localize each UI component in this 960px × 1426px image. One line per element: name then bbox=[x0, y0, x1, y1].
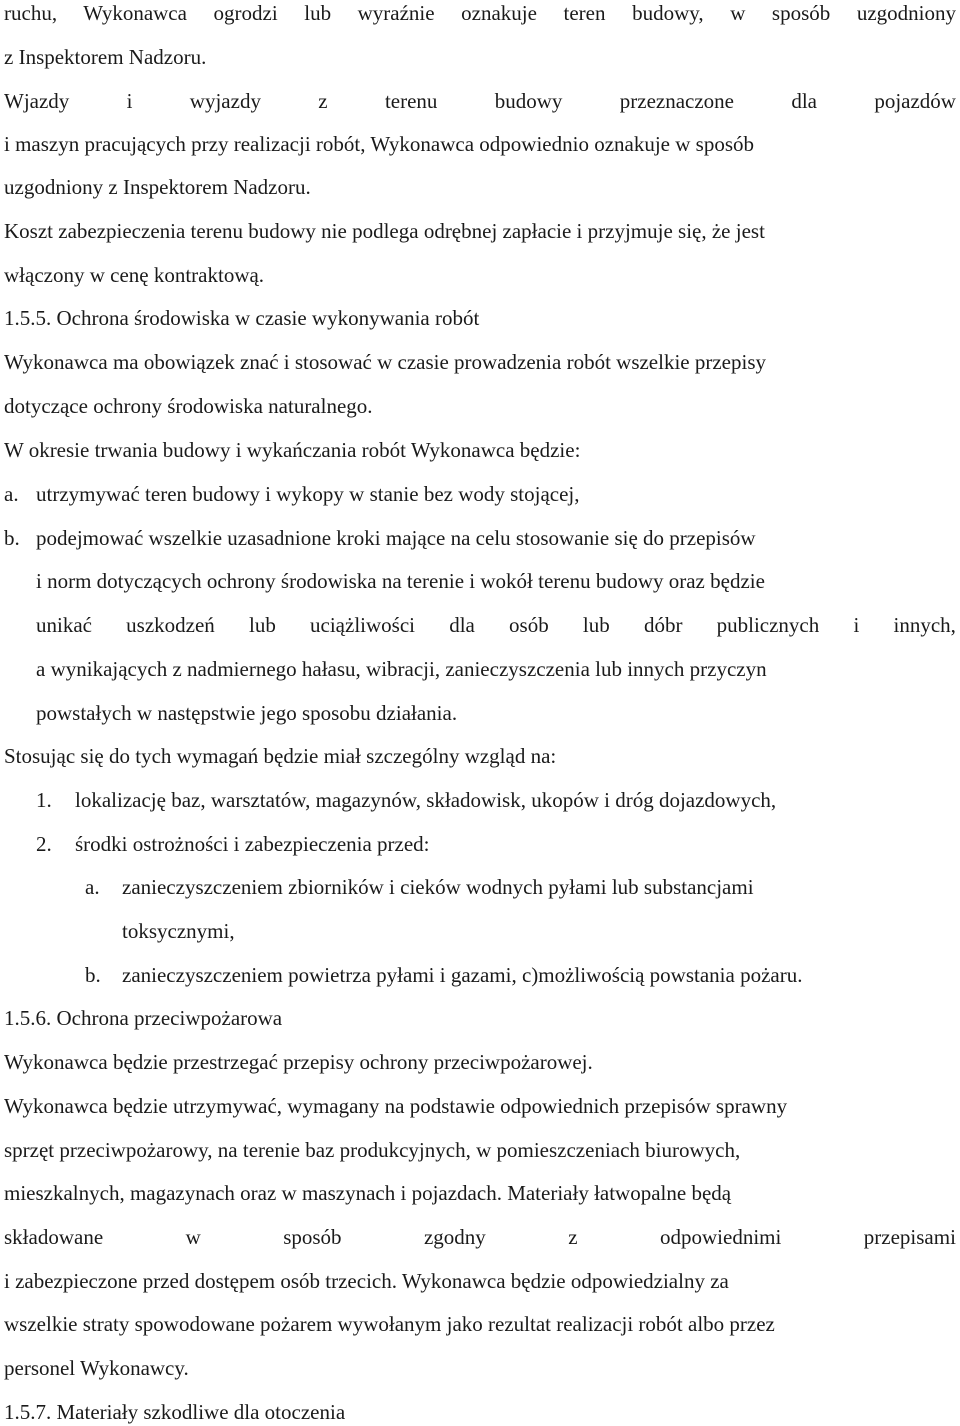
list-marker: b. bbox=[85, 963, 101, 987]
justified-line bbox=[4, 88, 956, 114]
text-line bbox=[4, 0, 956, 26]
word: terenu bbox=[384, 89, 438, 113]
word: przeznaczone bbox=[619, 89, 734, 113]
list-item: a wynikających z nadmiernego hałasu, wibracji, zanieczyszczenia lub innych przyczyn bbox=[36, 657, 767, 681]
text-line: i zabezpieczone przed dostępem osób trzecich. Wykonawca będzie odpowiedzialny za bbox=[4, 1269, 729, 1293]
word: innych, bbox=[893, 613, 956, 637]
section-heading-1-5-7: 1.5.7. Materiały szkodliwe dla otoczenia bbox=[4, 1400, 346, 1424]
text-line: personel Wykonawcy. bbox=[4, 1356, 189, 1380]
text-line: wszelkie straty spowodowane pożarem wywołanym jako rezultat realizacji robót albo przez bbox=[4, 1312, 775, 1336]
text-segment: ruchu, Wykonawca ogrodzi lub wyraźnie oznakuje teren budowy, w sposób uzgodniony bbox=[4, 1, 956, 25]
list-item: utrzymywać teren budowy i wykopy w stanie bez wody stojącej, bbox=[36, 482, 580, 506]
sub-list-item: zanieczyszczeniem powietrza pyłami i gazami, c)możliwością powstania pożaru. bbox=[122, 963, 803, 987]
word: lub bbox=[249, 613, 276, 637]
text-line: Wykonawca ma obowiązek znać i stosować w czasie prowadzenia robót wszelkie przepisy bbox=[4, 350, 767, 374]
word: z bbox=[568, 1225, 578, 1249]
word: lub bbox=[582, 613, 610, 637]
numbered-item: lokalizację baz, warsztatów, magazynów, składowisk, ukopów i dróg dojazdowych, bbox=[75, 788, 777, 812]
word: pojazdów bbox=[874, 89, 956, 113]
word: budowy bbox=[494, 89, 563, 113]
list-marker: 2. bbox=[36, 832, 52, 856]
word: i bbox=[853, 613, 860, 637]
word: publicznych bbox=[716, 613, 820, 637]
text-line: sprzęt przeciwpożarowy, na terenie baz produkcyjnych, w pomieszczeniach biurowych, bbox=[4, 1138, 741, 1162]
text-line: włączony w cenę kontraktową. bbox=[4, 263, 265, 287]
word: osób bbox=[509, 613, 549, 637]
list-item: podejmować wszelkie uzasadnione kroki mające na celu stosowanie się do przepisów bbox=[36, 526, 756, 550]
section-heading-1-5-5: 1.5.5. Ochrona środowiska w czasie wykonywania robót bbox=[4, 306, 480, 330]
text-line: dotyczące ochrony środowiska naturalnego. bbox=[4, 394, 373, 418]
sub-list-item: zanieczyszczeniem zbiorników i cieków wodnych pyłami lub substancjami bbox=[122, 875, 754, 899]
text-line: Koszt zabezpieczenia terenu budowy nie podlega odrębnej zapłacie i przyjmuje się, że jest bbox=[4, 219, 765, 243]
text-line: Stosując się do tych wymagań będzie miał szczególny wzgląd na: bbox=[4, 744, 557, 768]
word: wyjazdy bbox=[189, 89, 261, 113]
list-marker: a. bbox=[4, 482, 19, 506]
text-line: W okresie trwania budowy i wykańczania robót Wykonawca będzie: bbox=[4, 438, 581, 462]
text-line: uzgodniony z Inspektorem Nadzoru. bbox=[4, 175, 311, 199]
word: sposób bbox=[283, 1225, 342, 1249]
word: dla bbox=[791, 89, 817, 113]
list-marker: 1. bbox=[36, 788, 52, 812]
word: uciążliwości bbox=[310, 613, 415, 637]
section-heading-1-5-6: 1.5.6. Ochrona przeciwpożarowa bbox=[4, 1006, 283, 1030]
word: odpowiednimi bbox=[660, 1225, 782, 1249]
word: dla bbox=[449, 613, 475, 637]
word: zgodny bbox=[423, 1225, 486, 1249]
word: przepisami bbox=[863, 1225, 956, 1249]
word: dóbr bbox=[643, 613, 683, 637]
word: z bbox=[318, 89, 328, 113]
word: w bbox=[185, 1225, 201, 1249]
list-marker: b. bbox=[4, 526, 20, 550]
sub-list-item: toksycznymi, bbox=[122, 919, 235, 943]
numbered-item: środki ostrożności i zabezpieczenia przed: bbox=[75, 832, 430, 856]
word: uszkodzeń bbox=[126, 613, 215, 637]
justified-line bbox=[36, 612, 956, 638]
text-line: mieszkalnych, magazynach oraz w maszynach i pojazdach. Materiały łatwopalne będą bbox=[4, 1181, 732, 1205]
text-line: Wykonawca będzie przestrzegać przepisy ochrony przeciwpożarowej. bbox=[4, 1050, 593, 1074]
word: składowane bbox=[4, 1225, 104, 1249]
list-item: i norm dotyczących ochrony środowiska na terenie i wokół terenu budowy oraz będzie bbox=[36, 569, 765, 593]
list-marker: a. bbox=[85, 875, 100, 899]
text-line: Wykonawca będzie utrzymywać, wymagany na podstawie odpowiednich przepisów sprawny bbox=[4, 1094, 788, 1118]
justified-line bbox=[4, 1224, 956, 1250]
word: Wjazdy bbox=[4, 89, 70, 113]
text-line: z Inspektorem Nadzoru. bbox=[4, 45, 207, 69]
word: i bbox=[126, 89, 133, 113]
word: unikać bbox=[36, 613, 92, 637]
list-item: powstałych w następstwie jego sposobu działania. bbox=[36, 701, 458, 725]
text-line: i maszyn pracujących przy realizacji robót, Wykonawca odpowiednio oznakuje w sposób bbox=[4, 132, 755, 156]
